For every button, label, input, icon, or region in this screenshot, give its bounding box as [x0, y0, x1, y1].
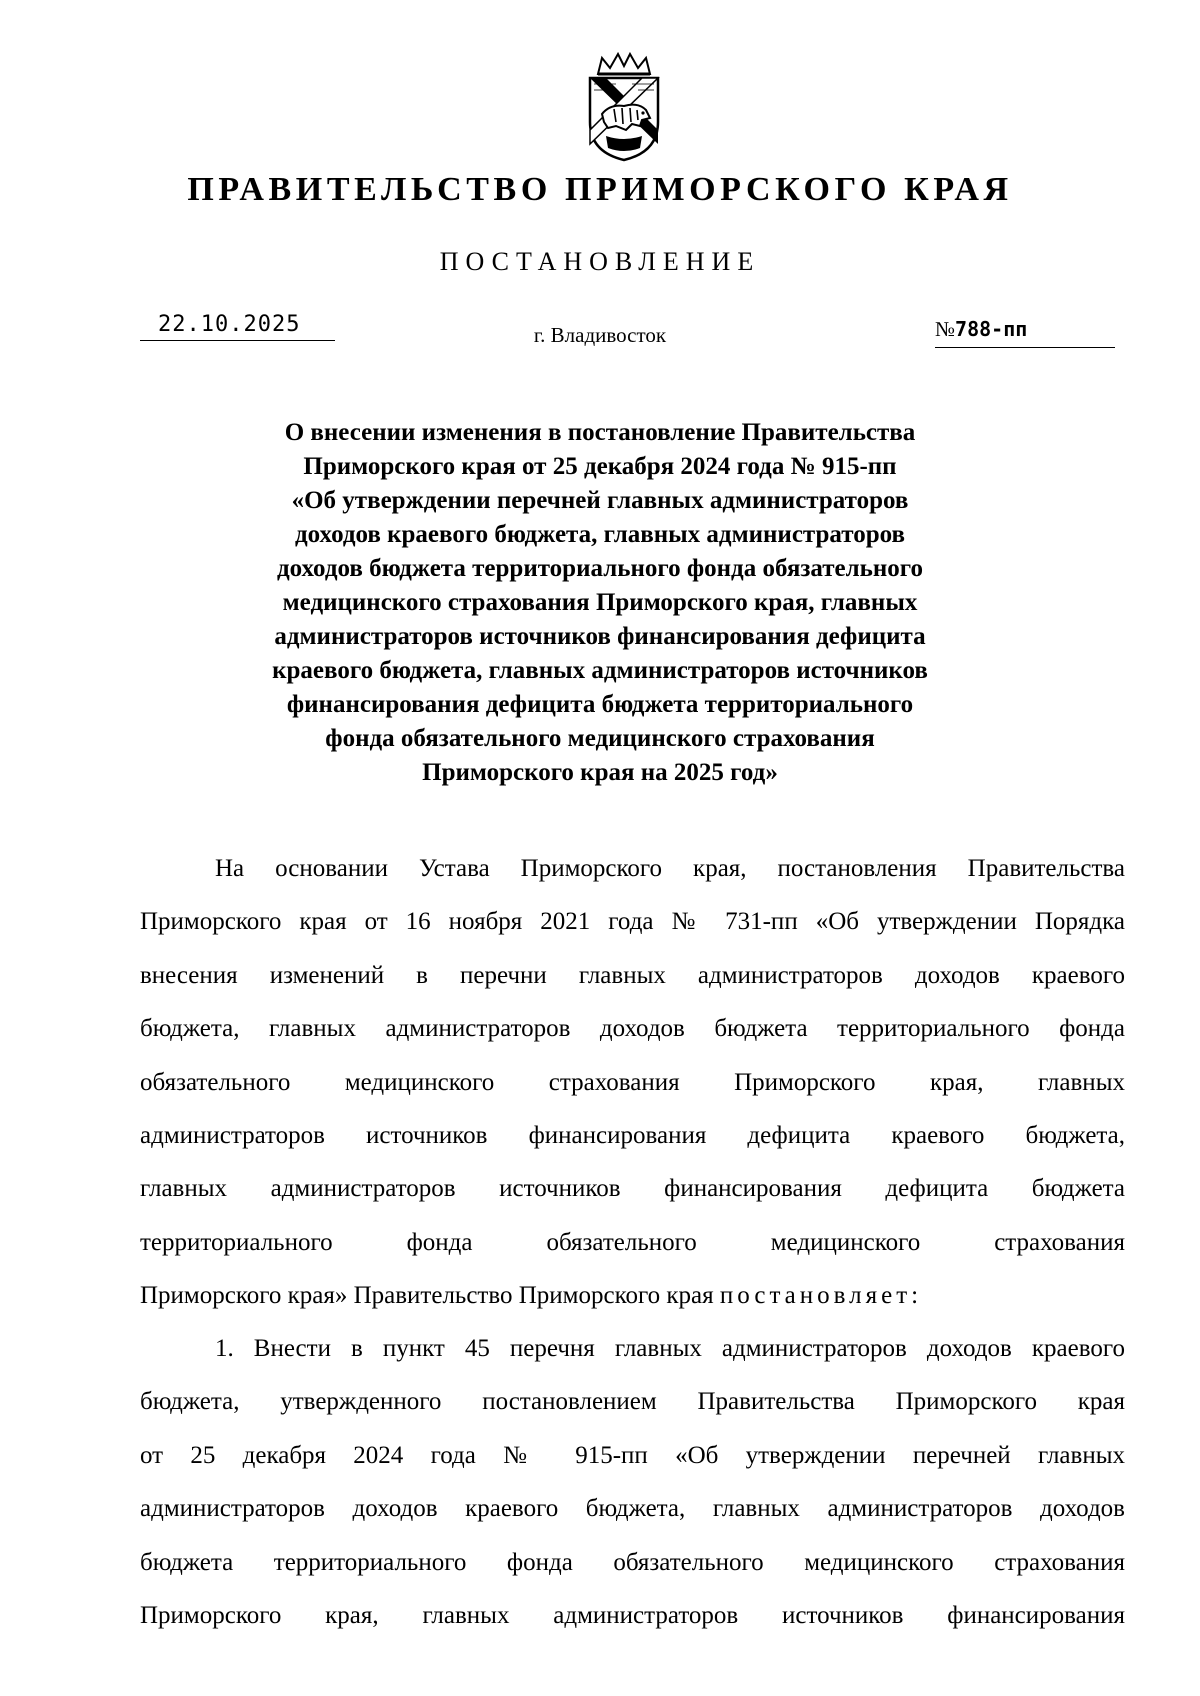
text-line: бюджета, главных администраторов доходов бюджета территориального фонда [140, 1015, 1125, 1043]
text-line: Приморского края от 16 ноября 2021 года № 731-пп «Об утверждении Порядка [140, 908, 1125, 936]
document-city: г. Владивосток [533, 323, 667, 347]
text-line: Приморского края, главных администраторов источников финансирования [140, 1601, 1125, 1629]
heading-line: медицинского страхования Приморского края, главных [282, 589, 918, 616]
coat-of-arms-icon [576, 52, 672, 164]
heading-line: доходов бюджета территориального фонда обязательного [276, 555, 924, 582]
preamble-paragraph [140, 842, 1125, 1323]
document-type: ПОСТАНОВЛЕНИЕ [439, 247, 761, 276]
heading-line: фонда обязательного медицинского страхования [325, 725, 875, 752]
text-line: администраторов доходов краевого бюджета, главных администраторов доходов [140, 1495, 1125, 1523]
heading-line: Приморского края от 25 декабря 2024 года № 915-пп [303, 453, 897, 480]
number-value: 788-пп [955, 317, 1028, 341]
heading-line: Приморского края на 2025 год» [422, 759, 778, 786]
document-heading [200, 416, 1000, 790]
text-line: 1. Внести в пункт 45 перечня главных администраторов доходов краевого [215, 1335, 1125, 1362]
number-prefix: № [935, 317, 956, 341]
heading-line: «Об утверждении перечней главных администраторов [291, 487, 909, 514]
government-title: ПРАВИТЕЛЬСТВО ПРИМОРСКОГО КРАЯ [187, 171, 1013, 208]
text-line: внесения изменений в перечни главных администраторов доходов краевого [140, 961, 1125, 989]
text-line: территориального фонда обязательного медицинского страхования [140, 1228, 1125, 1256]
text-line: На основании Устава Приморского края, постановления Правительства [215, 855, 1125, 882]
resolves-word: постановляет: [719, 1282, 923, 1310]
text-line: от 25 декабря 2024 года № 915-пп «Об утверждении перечней главных [140, 1441, 1125, 1469]
text-line [140, 1269, 1125, 1322]
text-line: бюджета территориального фонда обязательного медицинского страхования [140, 1548, 1125, 1576]
document-number [935, 314, 1115, 348]
text-line: бюджета, утвержденного постановлением Правительства Приморского края [140, 1388, 1125, 1416]
heading-line: администраторов источников финансирования дефицита [274, 623, 926, 650]
text-line: главных администраторов источников финансирования дефицита бюджета [140, 1175, 1125, 1203]
heading-line: О внесении изменения в постановление Правительства [284, 419, 916, 446]
text-line-start: Приморского края» Правительство Приморского края [140, 1282, 720, 1310]
text-line: администраторов источников финансирования дефицита краевого бюджета, [140, 1121, 1125, 1149]
document-date: 22.10.2025 [140, 310, 335, 341]
text-line: обязательного медицинского страхования Приморского края, главных [140, 1068, 1125, 1096]
clause-1-paragraph [140, 1322, 1125, 1642]
heading-line: финансирования дефицита бюджета территориального [286, 691, 914, 718]
heading-line: доходов краевого бюджета, главных администраторов [295, 521, 905, 548]
heading-line: краевого бюджета, главных администраторов источников [272, 657, 928, 684]
